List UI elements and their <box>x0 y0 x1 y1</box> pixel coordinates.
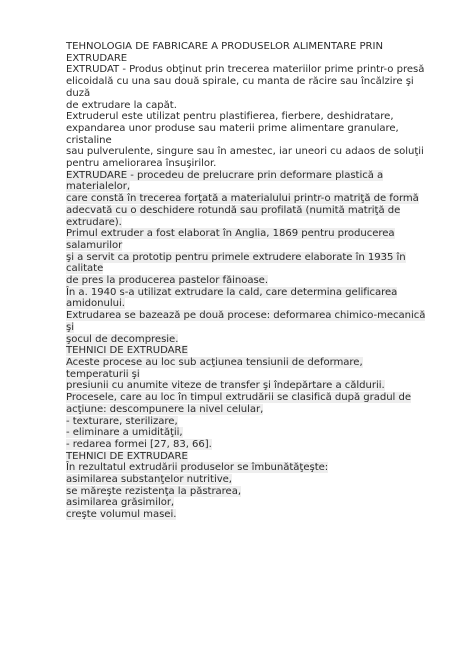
paragraph <box>66 357 426 392</box>
text-line <box>66 123 426 146</box>
text-line-content: EXTRUDAT - Produs obţinut prin trecerea materiilor prime printr-o presă <box>66 64 425 76</box>
paragraph <box>66 509 426 521</box>
text-line <box>66 228 426 251</box>
text-line-content: expandarea unor produse sau materii prime alimentare granulare, cristaline <box>66 122 399 146</box>
text-line <box>66 416 426 428</box>
text-line-content: În rezultatul extrudării produselor se îmbunătăţeşte: <box>66 462 329 474</box>
text-line <box>66 486 426 498</box>
text-line-content: asimilarea grăsimilor, <box>66 497 175 509</box>
text-line <box>66 252 426 275</box>
text-line-content: extrudare). <box>66 216 122 228</box>
paragraph <box>66 474 426 486</box>
text-line-content: sau pulverulente, singure sau în amestec, iar uneori cu adaos de soluţii <box>66 146 424 158</box>
paragraph <box>66 170 426 229</box>
text-line <box>66 217 426 229</box>
text-line <box>66 287 426 299</box>
text-line-content: TEHNOLOGIA DE FABRICARE A PRODUSELOR ALIMENTARE PRIN EXTRUDARE <box>66 41 383 64</box>
paragraph <box>66 392 426 415</box>
text-line <box>66 380 426 392</box>
text-line <box>66 64 426 76</box>
text-line-content: de extrudare la capăt. <box>66 99 177 111</box>
text-line-content: Extruderul este utilizat pentru plastifierea, fierbere, deshidratare, <box>66 111 394 123</box>
text-line <box>66 474 426 486</box>
paragraph <box>66 486 426 498</box>
text-line <box>66 357 426 380</box>
paragraph <box>66 462 426 474</box>
text-line-content: TEHNICI DE EXTRUDARE <box>66 345 188 357</box>
text-line <box>66 345 426 357</box>
text-line <box>66 451 426 463</box>
text-line <box>66 509 426 521</box>
text-line-content: - texturare, sterilizare, <box>66 415 178 427</box>
text-line <box>66 41 426 64</box>
text-line <box>66 404 426 416</box>
text-line-content: amidonului. <box>66 298 125 310</box>
text-line <box>66 100 426 112</box>
text-line-content: se măreşte rezistenţa la păstrarea, <box>66 485 242 497</box>
text-line-content: care constă în trecerea forţată a materialului printr-o matriţă de formă <box>66 193 419 205</box>
text-line <box>66 392 426 404</box>
text-line <box>66 146 426 158</box>
text-line <box>66 298 426 310</box>
text-line-content: - redarea formei [27, 83, 66]. <box>66 438 212 450</box>
text-line-content: presiunii cu anumite viteze de transfer şi îndepărtare a căldurii. <box>66 380 385 392</box>
text-line <box>66 427 426 439</box>
text-line-content: Extrudarea se bazează pe două procese: deformarea chimico-mecanică şi <box>66 310 426 333</box>
paragraph <box>66 497 426 509</box>
text-line-content: asimilarea substanţelor nutritive, <box>66 474 232 486</box>
document-body <box>66 41 426 521</box>
text-line <box>66 111 426 123</box>
text-line-content: - eliminare a umidităţii, <box>66 427 183 439</box>
text-line-content: de pres la producerea pastelor făinoase. <box>66 275 268 287</box>
text-line-content: elicoidală cu una sau două spirale, cu manta de răcire sau încălzire şi duză <box>66 76 414 99</box>
text-line <box>66 170 426 193</box>
paragraph <box>66 41 426 111</box>
paragraph <box>66 228 426 287</box>
paragraph <box>66 345 426 357</box>
text-line-content: şocul de decompresie. <box>66 333 179 345</box>
paragraph <box>66 287 426 310</box>
text-line <box>66 497 426 509</box>
paragraph <box>66 427 426 439</box>
paragraph <box>66 451 426 463</box>
paragraph <box>66 439 426 451</box>
text-line <box>66 76 426 99</box>
paragraph <box>66 310 426 345</box>
text-line-content: Procesele, care au loc în timpul extrudării se clasifică după gradul de <box>66 392 411 404</box>
text-line <box>66 193 426 205</box>
text-line <box>66 439 426 451</box>
text-line-content: pentru ameliorarea însuşirilor. <box>66 158 217 170</box>
text-line-content: creşte volumul masei. <box>66 509 177 521</box>
text-line <box>66 462 426 474</box>
text-line <box>66 310 426 333</box>
text-line <box>66 334 426 346</box>
text-line-content: acţiune: descompunere la nivel celular, <box>66 403 264 415</box>
text-line-content: Primul extruder a fost elaborat în Anglia, 1869 pentru producerea salamurilor <box>66 228 395 251</box>
text-line-content: şi a servit ca prototip pentru primele extrudere elaborate în 1935 în calitate <box>66 251 406 275</box>
text-line-content: Aceste procese au loc sub acţiunea tensiunii de deformare, temperaturii şi <box>66 356 363 380</box>
paragraph <box>66 111 426 170</box>
text-line <box>66 158 426 170</box>
text-line <box>66 205 426 217</box>
text-line-content: TEHNICI DE EXTRUDARE <box>66 450 188 462</box>
text-line-content: adecvată cu o deschidere rotundă sau profilată (numită matriţă de <box>66 204 401 216</box>
text-line-content: EXTRUDARE - procedeu de prelucrare prin deformare plastică a materialelor, <box>66 169 384 193</box>
text-line-content: În a. 1940 s-a utilizat extrudare la cald, care determina gelificarea <box>66 286 398 298</box>
paragraph <box>66 416 426 428</box>
text-line <box>66 275 426 287</box>
